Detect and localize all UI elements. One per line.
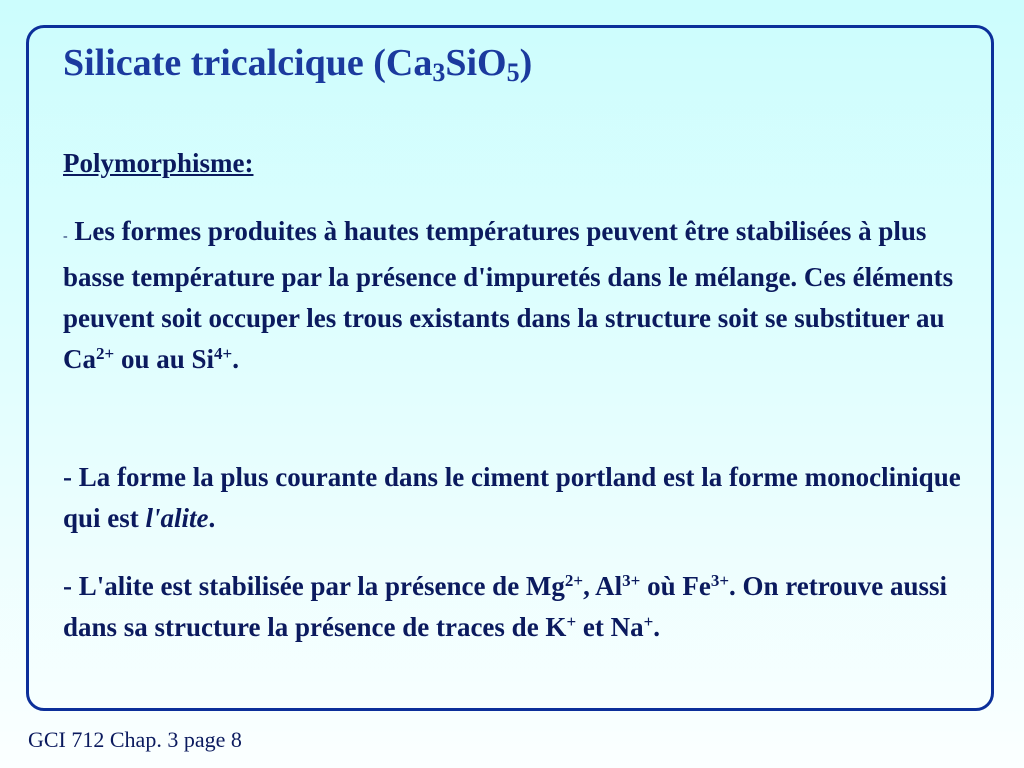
paragraph-alite-stabilization: - L'alite est stabilisée par la présence de $Mg^{2+}$, $Al^{3+}$ où $Fe^{3+}$. On retrouve aussi dans sa structure la présence de traces de K+ et Na+.	[63, 571, 948, 642]
slide-title: Silicate tricalcique $(Ca_3SiO_5)$	[63, 42, 533, 87]
bullet-dash: -	[63, 229, 68, 244]
section-heading: Polymorphisme:	[63, 148, 254, 178]
paragraph-alite-form: - La forme la plus courante dans le ciment portland est la forme monoclinique qui est l'alite.	[63, 462, 961, 533]
page-footer: GCI 712 Chap. 3 page 8	[28, 727, 242, 752]
paragraph-impurities: - Les formes produites à hautes températures peuvent être stabilisées à plus basse température par la présence d'impuretés dans le mélange. Ces éléments peuvent soit occuper les trous existants dans la structure soit se substituer au $Ca^{2+}$ ou au $Si^{4+}$.	[63, 216, 954, 374]
alite-emphasis: l'alite	[145, 503, 209, 533]
